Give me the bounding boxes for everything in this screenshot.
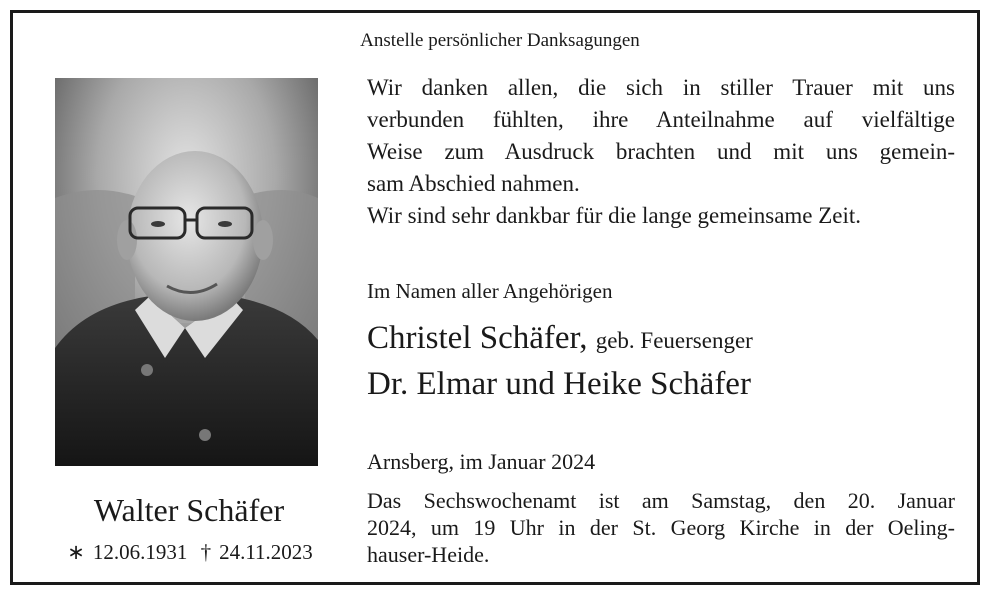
portrait-photo <box>55 78 318 466</box>
death-date: 24.11.2023 <box>219 540 313 564</box>
thanks-line: Wir danken allen, die sich in stiller Trauer mit uns <box>367 75 955 100</box>
notice-line: hauser-Heide. <box>367 542 490 567</box>
birth-date: 12.06.1931 <box>92 540 188 564</box>
thanks-line: verbunden fühlten, ihre Anteilnahme auf vielfältige <box>367 107 955 132</box>
notice-line: 2024, um 19 Uhr in der St. Georg Kirche in der Oeling- <box>367 515 955 540</box>
deceased-name: Walter Schäfer <box>93 492 285 528</box>
family-line-1 <box>367 318 955 361</box>
birth-symbol: ∗ <box>67 540 85 564</box>
signoff-line: Im Namen aller Angehörigen <box>367 279 613 303</box>
header-line: Anstelle persönlicher Danksagungen <box>360 30 640 51</box>
life-dates <box>40 540 340 565</box>
thanks-line: Weise zum Ausdruck brachten und mit uns gemein- <box>367 139 955 164</box>
family-line-2: Dr. Elmar und Heike Schäfer <box>367 366 751 402</box>
family-name-christel: Christel Schäfer, <box>367 320 588 356</box>
place-date: Arnsberg, im Januar 2024 <box>367 449 596 474</box>
birth-name: geb. Feuersenger <box>595 328 753 353</box>
thanks-line: Wir sind sehr dankbar für die lange gemeinsame Zeit. <box>367 203 862 228</box>
portrait-illustration <box>55 78 318 466</box>
memorial-notice <box>367 487 955 568</box>
notice-line: Das Sechswochenamt ist am Samstag, den 20. Januar <box>367 488 955 513</box>
death-symbol: † <box>200 540 212 564</box>
thanks-line: sam Abschied nahmen. <box>367 171 580 196</box>
thanks-text <box>367 72 955 232</box>
